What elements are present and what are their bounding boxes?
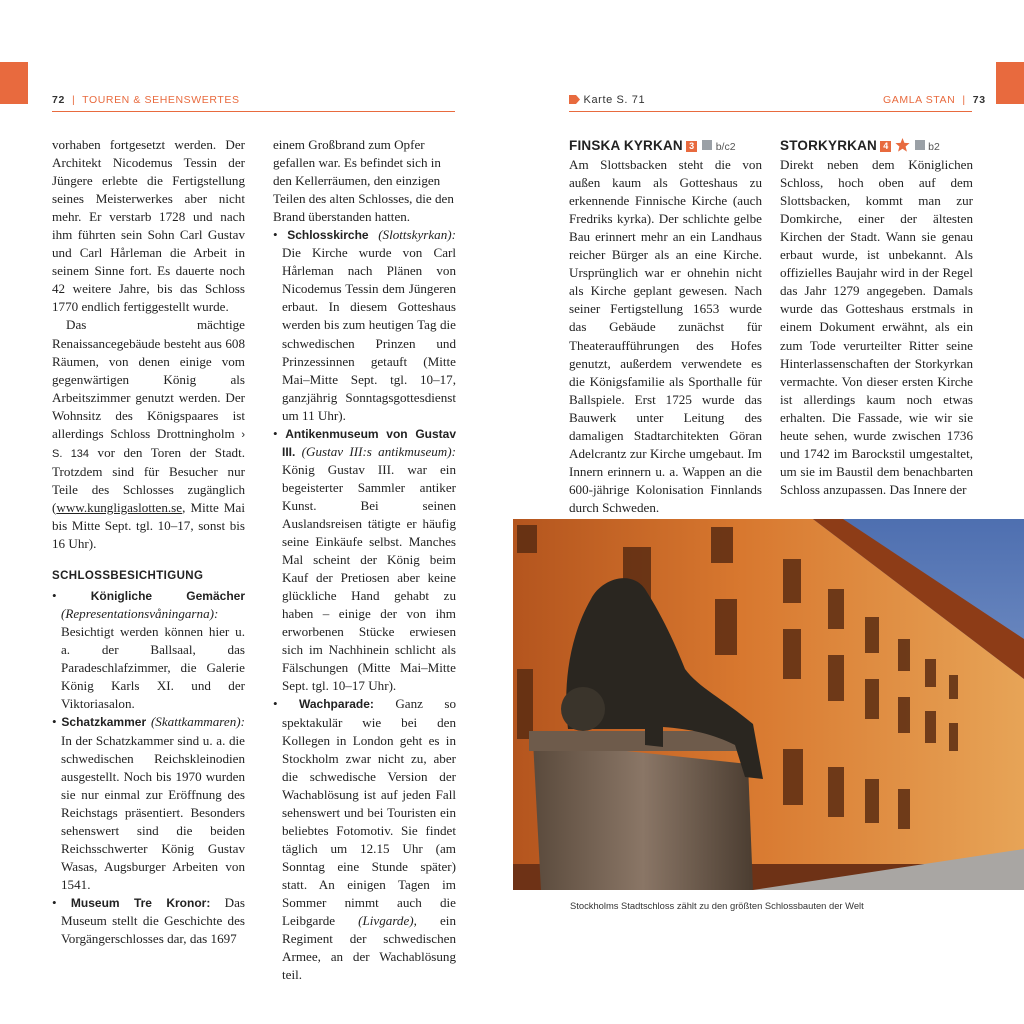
left-header-rule <box>52 111 455 112</box>
left-page-tab <box>0 62 28 104</box>
left-page-number: 72 <box>52 94 65 106</box>
left-column-2 <box>273 136 456 984</box>
map-grid-icon <box>702 140 712 150</box>
sight-number-badge: 4 <box>880 141 891 152</box>
body-paragraph: vorhaben fortgesetzt werden. Der Architekt Nicodemus Tessin der Jüngere erlebte die Fertigstellung seines Meisterwerkes aber nicht mehr. Er verstarb 1728 und nach ihm führten sein Sohn Carl Gustav und Carl Hårleman die Arbeit in seinem Sinne fort. Es dauerte noch 42 weitere Jahre, bis das Schloss 1770 endlich fertiggestellt wurde. <box>52 137 245 315</box>
bullet-item: • Museum Tre Kronor: Das Museum stellt die Geschichte des Vorgängerschlosses dar, das 1697 <box>52 894 245 947</box>
right-section-title: GAMLA STAN <box>883 94 956 106</box>
map-grid-ref: b2 <box>928 141 940 153</box>
left-column-1 <box>52 136 245 948</box>
sight-number-badge: 3 <box>686 141 697 152</box>
right-running-head: GAMLA STAN | 73 <box>883 94 986 106</box>
storkyrkan-section <box>780 137 973 499</box>
map-grid-icon <box>915 140 925 150</box>
body-paragraph: einem Großbrand zum Opfer gefallen war. Es befindet sich in den Kellerräumen, den einzigen Teilen des alten Schlosses, die den Brand überstanden hatten. <box>273 137 454 225</box>
body-paragraph: Am Slottsbacken steht die von außen kaum als Gotteshaus zu erkennende Finnische Kirche (auch Fredriks kyrka). Der schlichte gelbe Bau erinnert mehr an ein Landhaus reicher Bürger als an eine Kirche. Ursprünglich war er ohnehin nicht als Kirche geplant gewesen. Nach seiner Fertigstellung 1653 wurde das Gebäude zunächst für Theateraufführungen des Hofes genutzt, außerdem verwendete es die Königsfamilie als Sporthalle für Ballspiele. Erst 1725 wurde das Bauwerk unter Leitung des damaligen Stadtarchitekten Göran Adelcrantz zur Kirche umgebaut. Im Innern erinnern u. a. Wappen an die 600-jährige Kolonisation Finnlands durch Schweden. <box>569 157 762 515</box>
star-icon <box>895 138 910 152</box>
finska-kyrkan-section <box>569 137 762 517</box>
finska-kyrkan-title: FINSKA KYRKAN <box>569 138 683 153</box>
photo-caption: Stockholms Stadtschloss zählt zu den größten Schlossbauten der Welt <box>570 900 864 911</box>
map-reference-text: Karte S. 71 <box>583 94 646 106</box>
map-grid-ref: b/c2 <box>715 141 736 153</box>
page-reference: › S. 134 <box>52 428 245 460</box>
finska-kyrkan-heading <box>569 137 762 156</box>
map-reference <box>569 94 645 106</box>
right-page-tab <box>996 62 1024 104</box>
bullet-item: • Schatzkammer (Skattkammaren): In der Schatzkammer sind u. a. die schwedischen Reichskleinodien ausgestellt. Noch bis 1970 wurden sie nur einmal zur Eröffnung des Reichstags präsentiert. Besonders sehenswert sind die beiden Reichsschwerter König Gustav Wasas, Augsburger Arbeiten von 1541. <box>52 714 245 892</box>
bullet-item: • Schlosskirche (Slottskyrkan): Die Kirche wurde von Carl Hårleman nach Plänen von Nicodemus Tessin dem Jüngeren erbaut. In diesem Gotteshaus werden bis zum heutigen Tag die schwedischen Prinzen und Prinzessinnen getauft (Mitte Mai–Mitte Sept. tgl. 10–17, ganzjährig Sonntagsgottesdienst um 11 Uhr). <box>273 227 456 423</box>
tour-heading: SCHLOSSBESICHTIGUNG <box>52 570 204 583</box>
storkyrkan-heading <box>780 137 973 156</box>
bullet-item: • Königliche Gemächer (Representationsvåningarna): Besichtigt werden können hier u. a. der Ballsaal, das Paradeschlafzimmer, die Galerie König Karls XI. und der Viktoriasalon. <box>52 588 246 712</box>
body-paragraph: Das mächtige Renaissancegebäude besteht aus 608 Räumen, von denen einige vom gegenwärtigen König als Arbeitszimmer genutzt werden. Der Wohnsitz des Königspaares ist allerdings Schloss Drottningholm › S. 134 vor den Toren der Stadt. Trotzdem sind für Besucher nur Teile des Schlosses zugänglich (www.kungligaslotten.se, Mitte Mai bis Mitte Sept. tgl. 10–17, sonst bis 16 Uhr). <box>52 317 245 552</box>
left-running-head: 72 | TOUREN & SEHENSWERTES <box>52 94 240 106</box>
website-link[interactable]: www.kungligaslotten.se <box>56 499 183 515</box>
castle-photo <box>513 519 1024 890</box>
left-section-title: TOUREN & SEHENSWERTES <box>82 94 240 106</box>
bullet-item: • Antikenmuseum von Gustav III. (Gustav III:s antikmuseum): König Gustav III. war ein begeisterter Sammler antiker Kunst. Bei seinen Auslandsreisen tätigte er häufig seine Einkäufe selbst. Manches Mal scheint der König beim Kauf der Pretiosen aber keine glückliche Hand gehabt zu haben – einige der von ihm erworbenen Stücke erwiesen sich im Nachhinein schlicht als Fälschungen (Mitte Mai–Mitte Sept. tgl. 10–17 Uhr). <box>273 425 456 694</box>
bullet-item: • Wachparade: Ganz so spektakulär wie bei den Kollegen in London geht es in Stockholm zwar nicht zu, aber die schwedische Version der Wachablösung ist auf jeden Fall sehenswert und bei Touristen ein beliebtes Fotomotiv. Sie findet täglich um 12.15 Uhr (am Sonntag eine Stunde später) statt. An einigen Tagen im Sommer nimmt auch die Leibgarde (Livgarde), ein Regiment der schwedischen Armee, an der Wachablösung teil. <box>273 696 456 983</box>
body-paragraph: Direkt neben dem Königlichen Schloss, hoch oben auf dem Slottsbacken, kommt man zur Domkirche, einer der ältesten Kirchen der Stadt. Wann sie genau erbaut wurde, ist unbekannt. Als offizielles Baujahr wird in der Regel das Jahr 1279 angegeben. Damals wurde das Gotteshaus erstmals in einem Dokument erwähnt, als ein zum Tode verurteilter Ritter seine Hinterlassenschaften der Storkyrkan vermachte. Von dieser ersten Kirche ist allerdings kaum noch etwas erhalten. Die Fassade, wie wir sie heute sehen, wurde zwischen 1736 und 1742 im Barockstil umgestaltet, um sie im Baustil dem benachbarten Schloss anzupassen. Das Innere der <box>780 157 973 497</box>
storkyrkan-title: STORKYRKAN <box>780 138 878 153</box>
arrow-marker-icon <box>569 95 580 104</box>
right-header-rule <box>569 111 972 112</box>
stockholm-palace-lion-image <box>513 519 1024 890</box>
right-page-number: 73 <box>972 94 986 106</box>
